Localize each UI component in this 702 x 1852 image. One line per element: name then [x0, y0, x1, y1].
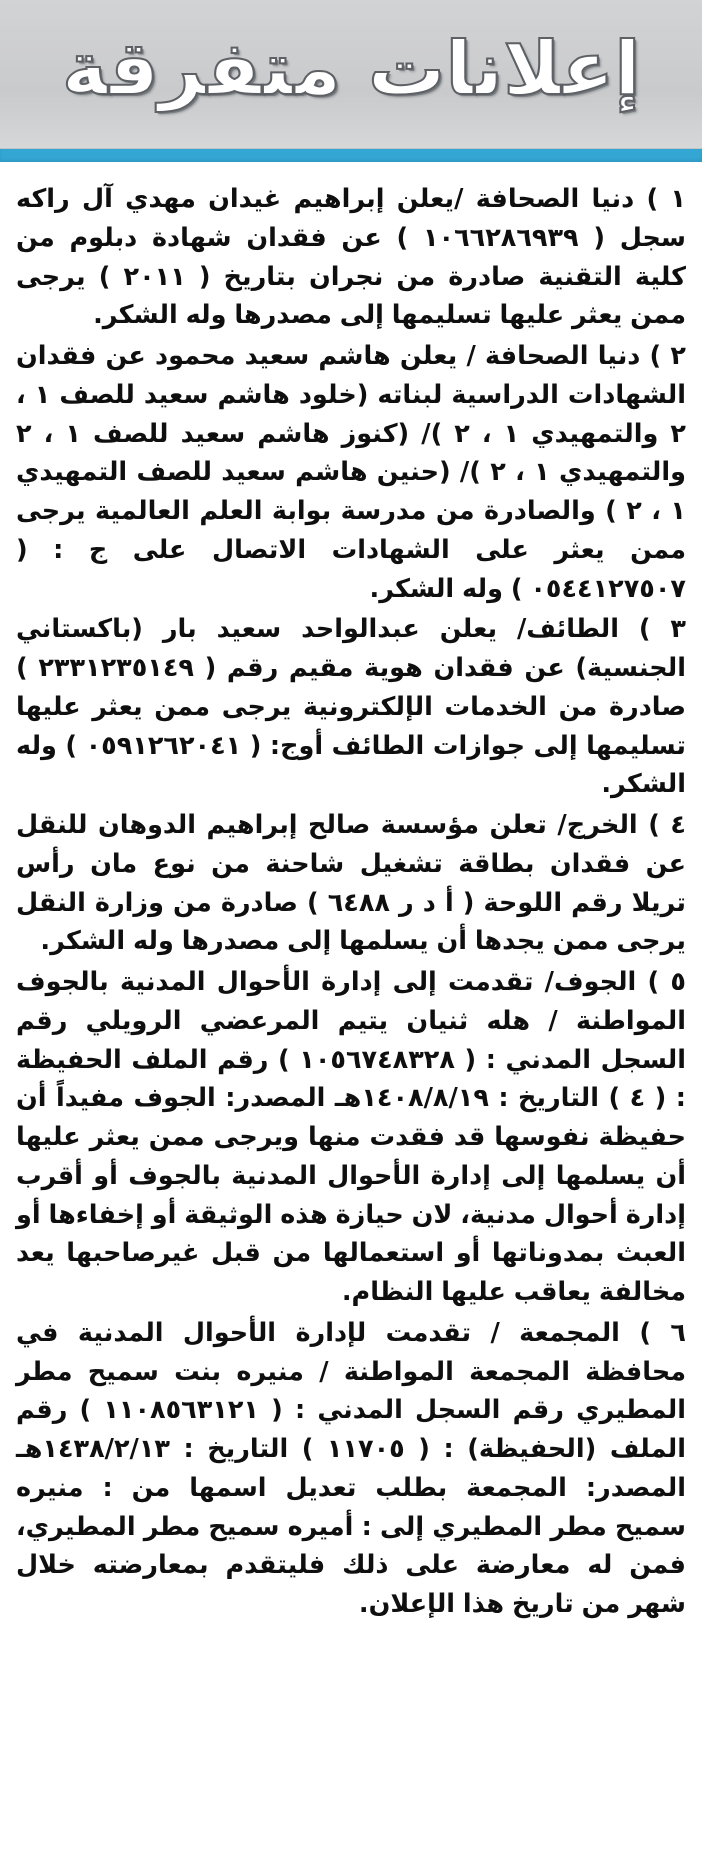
- ad-item: ٦ ) المجمعة / تقدمت لإدارة الأحوال المدنية في محافظة المجمعة المواطنة / منيره بنت سميح مطر المطيري رقم السجل المدني : ( ١١٠٨٥٦٣١٢١ ) رقم الملف (الحفيظة) : ( ١١٧٠٥ ) التاريخ : ١٤٣٨/٢/١٣هـ المصدر: المجمعة بطلب تعديل اسمها من : منيره سميح مطر المطيري إلى : أميره سميح مطر المطيري، فمن له معارضة على ذلك فليتقدم بمعارضته خلال شهر من تاريخ هذا الإعلان.: [16, 1317, 687, 1619]
- ad-item: ١ ) دنيا الصحافة /يعلن إبراهيم غيدان مهدي آل راكه سجل ( ١٠٦٦٢٨٦٩٣٩ ) عن فقدان شهادة دبلوم من كلية التقنية صادرة من نجران بتاريخ ( ٢٠١١ ) يرجى ممن يعثر عليها تسليمها إلى مصدرها وله الشكر.: [16, 184, 686, 331]
- ad-item: ٣ ) الطائف/ يعلن عبدالواحد سعيد بار (باكستاني الجنسية) عن فقدان هوية مقيم رقم ( ٢٣٣١٢٣٥١٤٩ ) صادرة من الخدمات الإلكترونية يرجى ممن يعثر عليها تسليمها إلى جوازات الطائف أوج: ( ٠٥٩١٢٦٢٠٤١ ) وله الشكر.: [16, 614, 686, 800]
- page-title: إعلانات متفرقة: [61, 26, 641, 112]
- section-masthead: [0, 0, 702, 148]
- accent-divider: [0, 148, 702, 162]
- ad-item: ٥ ) الجوف/ تقدمت إلى إدارة الأحوال المدنية بالجوف المواطنة / هله ثنيان يتيم المرعضي الرويلي رقم السجل المدني : ( ١٠٥٦٧٤٨٣٢٨ ) رقم الملف الحفيظة : ( ٤ ) التاريخ : ١٤٠٨/٨/١٩هـ المصدر: الجوف مفيداً أن حفيظة نفوسها قد فقدت منها ويرجى ممن يعثر عليها أن يسلمها إلى إدارة الأحوال المدنية بالجوف أو أقرب إدارة أحوال مدنية، لان حيازة هذه الوثيقة أو إخفاءها أو العبث بمدوناتها أو استعمالها من قبل غيرصاحبها يعد مخالفة يعاقب عليها النظام.: [16, 967, 687, 1307]
- ad-item: ٢ ) دنيا الصحافة / يعلن هاشم سعيد محمود عن فقدان الشهادات الدراسية لبناته (خلود هاشم سعيد للصف ١ ، ٢ والتمهيدي ١ ، ٢ )/ (كنوز هاشم سعيد للصف ١ ، ٢ والتمهيدي ١ ، ٢ )/ (حنين هاشم سعيد للصف التمهيدي ١ ، ٢ ) والصادرة من مدرسة بوابة العلم العالمية يرجى ممن يعثر على الشهادات الاتصال على ج : ( ٠٥٤٤١٢٧٥٠٧ ) وله الشكر.: [16, 341, 686, 604]
- ads-column: [0, 162, 702, 1632]
- ad-item: ٤ ) الخرج/ تعلن مؤسسة صالح إبراهيم الدوهان للنقل عن فقدان بطاقة تشغيل شاحنة من نوع مان رأس تريلا رقم اللوحة ( أ د ر ٦٤٨٨ ) صادرة من وزارة النقل يرجى ممن يجدها أن يسلمها إلى مصدرها وله الشكر.: [16, 810, 686, 957]
